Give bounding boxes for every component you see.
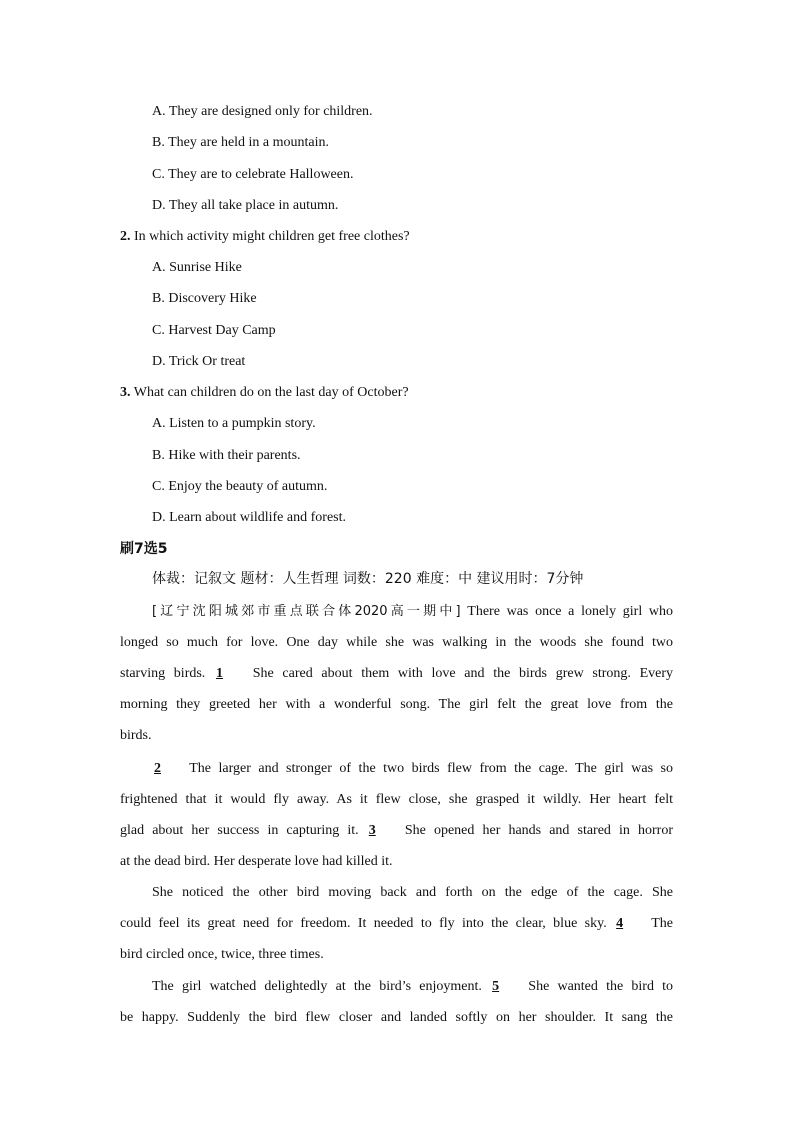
q3-option-b: B. Hike with their parents. xyxy=(152,448,301,463)
p3-row-3: bird circled once, twice, three times. xyxy=(120,947,324,962)
p4-row-1: The girl watched delightedly at the bird’s enjoyment. 5 She wanted the bird to xyxy=(120,971,673,1002)
q3-option-a: A. Listen to a pumpkin story. xyxy=(152,416,316,431)
q1-option-d: D. They all take place in autumn. xyxy=(152,198,339,213)
p1-row-5: birds. xyxy=(120,728,152,743)
q1-option-b: B. They are held in a mountain. xyxy=(152,135,330,150)
q2-option-a: A. Sunrise Hike xyxy=(152,260,242,275)
p1-row-1: [辽宁沈阳城郊市重点联合体2020高一期中] There was once a lonely girl who xyxy=(152,604,673,619)
p2-row-2: frightened that it would fly away. As it flew close, she grasped it wildly. Her heart felt xyxy=(120,792,673,807)
q2-option-c: C. Harvest Day Camp xyxy=(152,323,276,338)
passage-paragraph-1 xyxy=(120,596,673,751)
blank-4: 4 xyxy=(616,916,624,931)
p3-row-1: She noticed the other bird moving back and forth on the edge of the cage. She xyxy=(152,885,673,900)
passage-paragraph-3 xyxy=(120,877,673,970)
p1-row-4: morning they greeted her with a wonderful song. The girl felt the great love from the xyxy=(120,697,673,712)
section-heading: 刷7选5 xyxy=(120,541,168,557)
q3-option-d: D. Learn about wildlife and forest. xyxy=(152,510,346,525)
q1-option-a: A. They are designed only for children. xyxy=(152,104,373,119)
q2-option-b: B. Discovery Hike xyxy=(152,291,257,306)
question-3-number: 3. xyxy=(120,385,131,400)
passage-paragraph-4 xyxy=(120,971,673,1033)
q2-option-d: D. Trick Or treat xyxy=(152,354,246,369)
p1-row-2: longed so much for love. One day while she was walking in the woods she found two xyxy=(120,635,673,650)
p2-row-3: glad about her success in capturing it. 3 She opened her hands and stared in horror xyxy=(120,815,673,846)
blank-2: 2 xyxy=(154,761,161,776)
p2-row-4: at the dead bird. Her desperate love had killed it. xyxy=(120,854,393,869)
p2-row-1: 2 The larger and stronger of the two birds flew from the cage. The girl was so xyxy=(120,753,673,784)
question-2-text: In which activity might children get free clothes? xyxy=(134,229,410,244)
p4-row-2: be happy. Suddenly the bird flew closer and landed softly on her shoulder. It sang the xyxy=(120,1010,673,1025)
passage-paragraph-2 xyxy=(120,753,673,877)
source-tag: [辽宁沈阳城郊市重点联合体2020高一期中] xyxy=(152,604,461,619)
blank-5: 5 xyxy=(492,979,500,994)
q1-option-c: C. They are to celebrate Halloween. xyxy=(152,167,354,182)
blank-3: 3 xyxy=(368,823,376,838)
section-meta: 体裁：记叙文 题材：人生哲理 词数：220 难度：中 建议用时：7分钟 xyxy=(152,571,584,587)
q3-option-c: C. Enjoy the beauty of autumn. xyxy=(152,479,328,494)
blank-1: 1 xyxy=(216,666,224,681)
p1-row-3: starving birds. 1 She cared about them with love and the birds grew strong. Every xyxy=(120,658,673,689)
question-3 xyxy=(120,384,409,402)
question-3-text: What can children do on the last day of October? xyxy=(133,385,409,400)
question-2 xyxy=(120,228,410,246)
p3-row-2: could feel its great need for freedom. It needed to fly into the clear, blue sky. 4 The xyxy=(120,908,673,939)
question-2-number: 2. xyxy=(120,229,131,244)
